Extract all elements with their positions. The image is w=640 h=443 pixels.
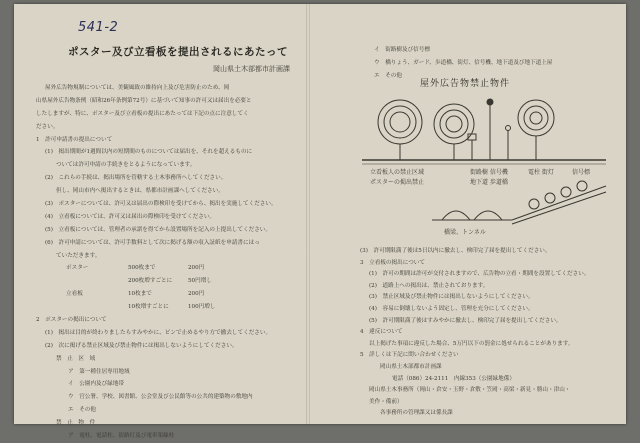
diagram-label-a: 立看板人の禁止区域 (370, 169, 425, 176)
text-line: (3) ポスターについては、許可又は届出の際検印を受けてから、掲出を実施してください。 (45, 201, 277, 208)
fee-unit: 10枚まで (128, 291, 152, 298)
text-line: ウ 官公署、学校、図書館、公会堂及び公民館等の公共的建築物の敷地内 (68, 394, 253, 401)
text-line: 3 立看板の掲出について (360, 259, 425, 266)
fee-price: 50円増し (188, 278, 212, 285)
left-page (14, 4, 306, 440)
text-line: したしますが、特に、ポスター及び立看板の提出にあたっては下記の点に注意してく (36, 110, 249, 117)
text-line: 以上掲げた事項に違反した場合、5万円以下の罰金に処せられることがあります。 (369, 340, 574, 347)
fee-unit: 500枚まで (128, 265, 156, 272)
handwritten-code: 541-2 (78, 20, 119, 35)
text-line: ア 電柱、電話柱、街路灯及び電車架線柱 (68, 433, 175, 440)
fee-row (36, 275, 304, 288)
text-line: 禁 止 区 域 (56, 355, 96, 362)
text-line: (4) 容易に倒壊しないよう固定し、管理を充分にしてください。 (369, 305, 534, 312)
fee-item (36, 275, 128, 288)
text-line: (2) 次に掲げる禁止区域及び禁止物件には掲出しないようにしてください。 (45, 342, 238, 349)
text-line: ていただきます。 (56, 252, 101, 259)
text-line: 1 許可申請書の提出について (36, 136, 113, 143)
text-line: イ 公園内及び緑地帯 (68, 381, 124, 388)
text-line: 山県屋外広告物条例（昭和26年条例第72号）に基づいて知事の許可又は届出を必要と (36, 97, 252, 104)
page-title: ポスター及び立看板を提出されるにあたって (68, 46, 288, 58)
diagram-label-c: 街路樹 信号機 (470, 169, 508, 176)
fee-price: 100円増し (188, 304, 216, 311)
fee-item: ポスター (66, 265, 89, 272)
text-line: 2 ポスターの掲出について (36, 317, 107, 324)
text-line: (1) 掲出は目的が終わりましたらすみやかに、ピンで止めるやり方で撤去してください。 (45, 329, 272, 336)
diagram-label-e: 電柱 街灯 (528, 169, 554, 176)
text-line: 美作・備前） (369, 398, 403, 405)
fee-price: 200円 (188, 291, 205, 298)
leaflet-sheet (14, 4, 626, 440)
diagram-title: 屋外広告物禁止物件 (420, 79, 511, 89)
text-line: (2) 道路上への掲出は、禁止されております。 (369, 282, 489, 289)
diagram-label-f: 信号標 (572, 169, 591, 176)
text-line: 但し、岡山市内へ掲出するときは、県都市計画課へしてください。 (56, 188, 224, 195)
text-line: (4) 立看板については、許可又は届出の際検印を受けてください。 (45, 213, 216, 220)
text-line: (1) 掲出期間が1週間以内の短期間のものについては届出を、それを超えるものに (45, 149, 253, 156)
text-line: イ 街路樹及び信号標 (374, 47, 430, 53)
text-line: 電話（086）24-2111 内線353（公園緑地係） (392, 375, 515, 382)
text-line: ついては許可申請の手続きをとるようになっています。 (56, 162, 196, 169)
text-line: エ その他 (68, 407, 96, 414)
fee-row (36, 301, 304, 314)
text-line: (3) 許可期限満了後は5日以内に撤去し、検印完了届を提出してください。 (360, 248, 551, 254)
fee-item (36, 301, 128, 314)
text-line: ウ 橋りょう、ガード、歩道橋、街灯、信号機、地下道及び地下道上屋 (374, 59, 553, 66)
bridge-and-fence (432, 181, 606, 224)
fee-price: 200円 (188, 265, 205, 272)
fee-unit: 10枚増すごとに (128, 304, 169, 311)
department-name: 岡山県土木部都市計画課 (213, 65, 290, 73)
roadside-trees (362, 99, 606, 164)
text-line: ださい。 (36, 123, 59, 130)
text-line: 5 詳しくは下記に問い合わせください (360, 352, 459, 359)
text-line: (6) 許可申請については、許可手数料として次に掲げる額の収入証紙を申請書にはっ (45, 239, 260, 246)
text-line: (5) 許可期限満了後はすみやかに撤去し、検印完了届を提出してください。 (369, 317, 562, 324)
right-page (310, 4, 626, 424)
fee-unit: 200枚増すごとに (128, 278, 173, 285)
right-body (360, 246, 622, 420)
tree-3 (518, 100, 554, 160)
diagram-label-bridge: 橋梁、トンネル (444, 229, 486, 236)
tree-2 (434, 104, 474, 160)
text-line: (5) 立看板については、管理者の承諾を得てから設置場所を記入の上提出してください。 (45, 226, 271, 233)
text-line: 各事務所の管理課又は係長課 (380, 410, 453, 417)
fee-row (36, 262, 304, 275)
text-line: 4 違反について (360, 329, 403, 336)
text-line: 屋外広告物規制については、美観風致の維持向上及び危害防止のため、岡 (45, 85, 230, 91)
text-line: 岡山県土木事務所（岡山・倉安・玉野・倉敷・笠岡・高梁・新見・勝山・津山・ (369, 387, 571, 394)
fee-row (36, 288, 304, 301)
text-line: エ その他 (374, 72, 402, 79)
text-line: ア 第一種住居専用地域 (68, 368, 130, 375)
tree-1 (378, 100, 422, 160)
diagram-label-b: ポスターの掲出禁止 (370, 179, 425, 186)
left-body (36, 82, 304, 443)
text-line: (2) これらの手続は、掲出場所を管轄する土木事務所へしてください。 (45, 175, 227, 182)
fee-table (36, 262, 304, 314)
prohibited-objects-diagram (362, 94, 606, 244)
text-line: 岡山県土木部都市計画課 (380, 363, 442, 370)
text-line: 禁 止 物 件 (56, 420, 96, 427)
text-line: (3) 禁止区域及び禁止物件には掲出しないようにしてください。 (369, 294, 534, 301)
text-line: (1) 許可の期間は許可が交付されますので、広告物の立看・期間を設置してください。 (369, 271, 590, 278)
diagram-label-d: 地下道 歩道橋 (470, 179, 508, 186)
fee-item: 立看板 (66, 291, 83, 298)
